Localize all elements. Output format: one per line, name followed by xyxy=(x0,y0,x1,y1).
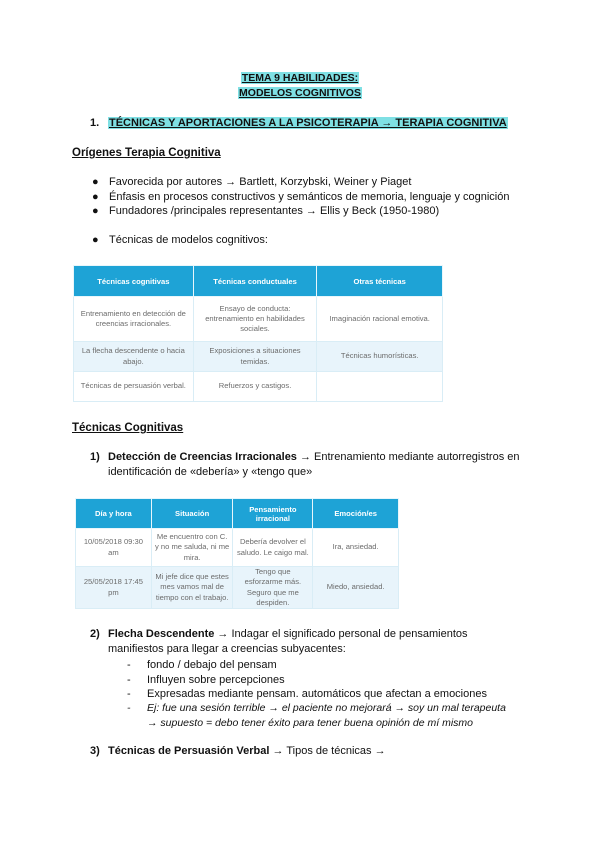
table-row xyxy=(74,342,443,372)
table-cell: Refuerzos y castigos. xyxy=(193,372,317,402)
section-title: TÉCNICAS Y APORTACIONES A LA PSICOTERAPIA → TERAPIA COGNITIVA xyxy=(109,117,507,129)
page-subtitle: MODELOS COGNITIVOS xyxy=(239,87,361,99)
bullet-icon: ● xyxy=(92,234,99,246)
page-title: TEMA 9 HABILIDADES: xyxy=(241,72,359,84)
table-cell xyxy=(317,372,443,402)
bullet-icon: ● xyxy=(92,191,99,203)
table-header-row xyxy=(74,266,443,297)
table-row xyxy=(74,297,443,342)
dash-item: - Influyen sobre percepciones xyxy=(127,674,285,686)
table-cell: Tengo que esforzarme más. Seguro que me despiden. xyxy=(233,567,313,609)
table-row xyxy=(76,567,399,609)
column-header: Técnicas conductuales xyxy=(193,266,317,297)
table-cell: Entrenamiento en detección de creencias irracionales. xyxy=(74,297,194,342)
table-cell: Miedo, ansiedad. xyxy=(313,567,399,609)
dash-item: - fondo / debajo del pensam xyxy=(127,659,277,671)
table-cell: La flecha descendente o hacia abajo. xyxy=(74,342,194,372)
bullet-icon: ● xyxy=(92,205,99,217)
example-continuation: → supuesto = debo tener éxito para tener buena opinión de mí mismo xyxy=(147,717,473,729)
column-header: Emoción/es xyxy=(313,499,399,529)
table-cell: Me encuentro con C. y no me saluda, ni me mira. xyxy=(151,529,233,567)
column-header: Técnicas cognitivas xyxy=(74,266,194,297)
tecnicas-heading: Técnicas Cognitivas xyxy=(72,422,184,434)
table-row xyxy=(76,529,399,567)
table-cell: 25/05/2018 17:45 pm xyxy=(76,567,152,609)
autorregistro-table xyxy=(75,498,399,609)
origenes-heading: Orígenes Terapia Cognitiva xyxy=(72,147,221,159)
column-header: Otras técnicas xyxy=(317,266,443,297)
column-header: Pensamiento irracional xyxy=(233,499,313,529)
section-number: 1. xyxy=(90,117,100,129)
table-cell: Técnicas humorísticas. xyxy=(317,342,443,372)
column-header: Día y hora xyxy=(76,499,152,529)
techniques-table xyxy=(73,265,443,402)
table-cell: Debería devolver el saludo. Le caigo mal. xyxy=(233,529,313,567)
table-cell: Técnicas de persuasión verbal. xyxy=(74,372,194,402)
table-cell: Mi jefe dice que estes mes vamos mal de tiempo con el trabajo. xyxy=(151,567,233,609)
table-cell: Ensayo de conducta: entrenamiento en habilidades sociales. xyxy=(193,297,317,342)
dash-item: - Expresadas mediante pensam. automáticos que afectan a emociones xyxy=(127,688,487,700)
table-header-row xyxy=(76,499,399,529)
table-cell: Exposiciones a situaciones temidas. xyxy=(193,342,317,372)
table-cell: 10/05/2018 09:30 am xyxy=(76,529,152,567)
numbered-item-continuation: manifiestos para llegar a creencias subyacentes: xyxy=(108,643,346,655)
numbered-item-continuation: identificación de «debería» y «tengo que» xyxy=(108,466,313,478)
table-row xyxy=(74,372,443,402)
table-cell: Ira, ansiedad. xyxy=(313,529,399,567)
bullet-icon: ● xyxy=(92,176,99,188)
table-cell: Imaginación racional emotiva. xyxy=(317,297,443,342)
example-item: - Ej: fue una sesión terrible → el paciente no mejorará → soy un mal terapeuta xyxy=(127,702,506,714)
column-header: Situación xyxy=(151,499,233,529)
